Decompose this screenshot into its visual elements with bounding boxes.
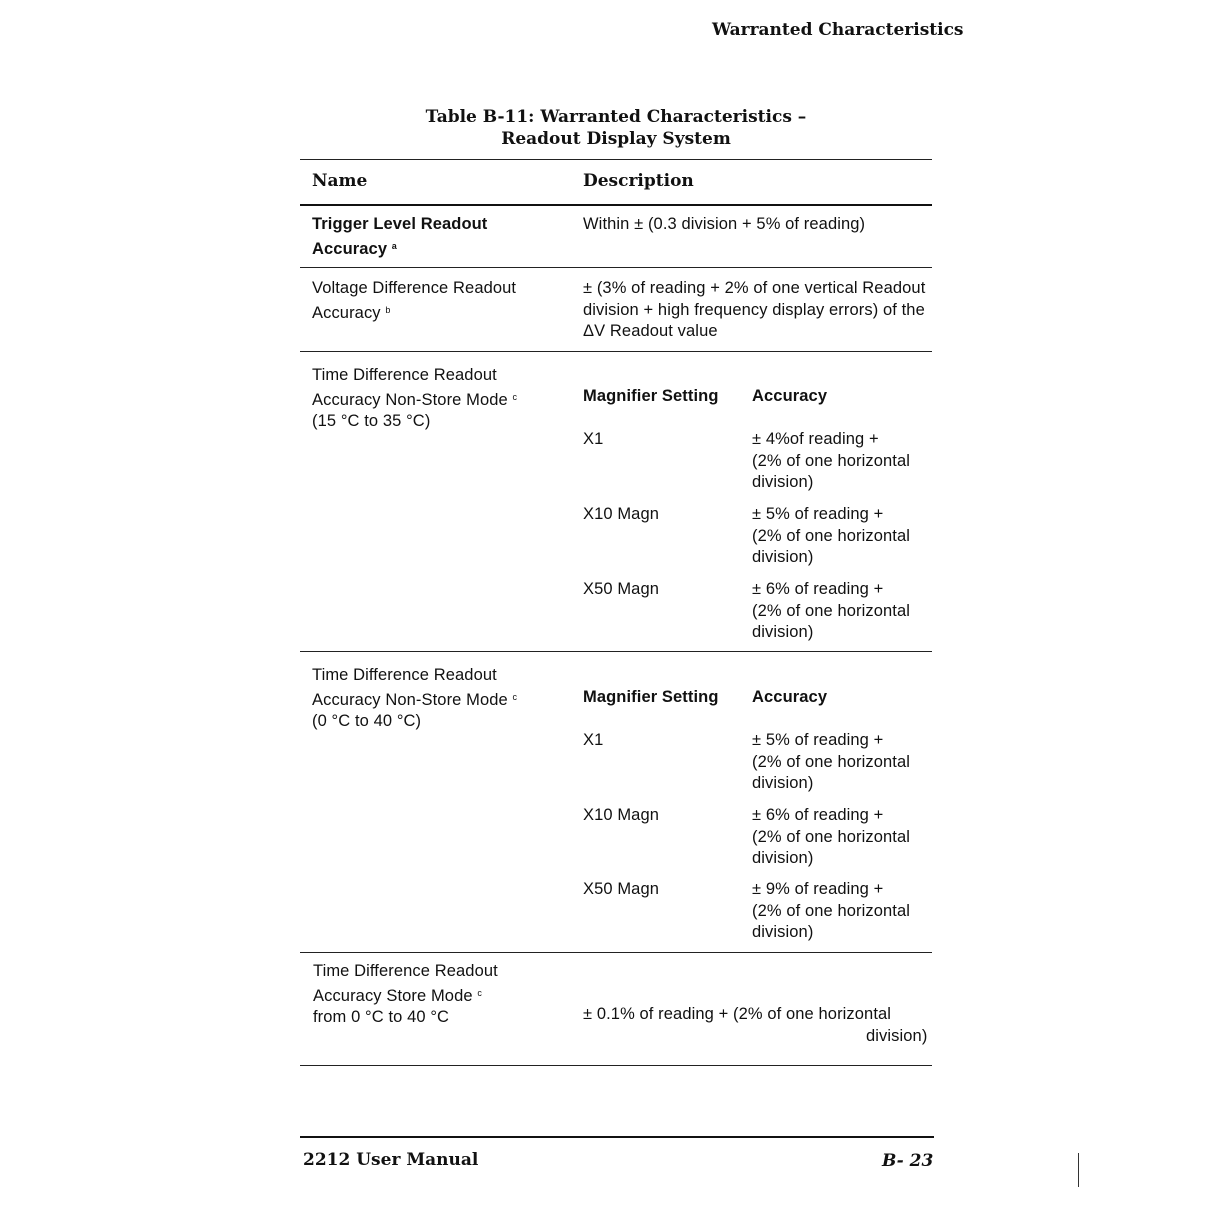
footnote-marker: c [512, 391, 518, 402]
row2-name-line1: Voltage Difference Readout [312, 279, 517, 297]
row3-accuracy: ± 4%of reading + (2% of one horizontal division) [752, 430, 911, 491]
row4-name: Time Difference Readout Accuracy Non-Store Mode $^c$ (0 °C to 40 °C) [312, 666, 518, 730]
row3-subheader-accuracy: Accuracy [752, 387, 828, 405]
row4-subheader-accuracy: Accuracy [752, 688, 828, 706]
row4-accuracy: ± 5% of reading + (2% of one horizontal division) [752, 731, 911, 792]
row5-description-line1: ± 0.1% of reading + (2% of one horizontal [583, 1005, 892, 1023]
row1-name-line2: Accuracy $^a$ [312, 239, 397, 258]
row5-name: Time Difference Readout Accuracy Store Mode $^c$ from 0 °C to 40 °C [313, 962, 498, 1026]
row2-description: ± (3% of reading + 2% of one vertical Readout division + high frequency display errors) of the ΔV Readout value [583, 279, 926, 340]
footer-page-number: B- 23 [882, 1151, 934, 1171]
row-divider [300, 952, 932, 953]
row1-description: Within ± (0.3 division + 5% of reading) [583, 215, 866, 233]
column-header-description: Description [583, 171, 694, 191]
row4-setting: X50 Magn [583, 880, 660, 898]
header-bottom-rule [300, 204, 932, 206]
caption-line-2: Readout Display System [501, 129, 731, 149]
row5-description-line2: division) [866, 1027, 928, 1045]
row4-accuracy: ± 6% of reading + (2% of one horizontal division) [752, 806, 911, 867]
row2-name-line2: Accuracy $^b$ [312, 303, 391, 322]
row1-name-line1: Trigger Level Readout [312, 215, 488, 233]
footnote-marker: b [385, 304, 391, 315]
row3-accuracy: ± 5% of reading + (2% of one horizontal division) [752, 505, 911, 566]
row3-name: Time Difference Readout Accuracy Non-Store Mode $^c$ (15 °C to 35 °C) [312, 366, 518, 430]
row4-subheader-setting: Magnifier Setting [583, 688, 719, 706]
row4-setting: X1 [583, 731, 604, 749]
table-caption [300, 106, 932, 150]
footer-rule [300, 1136, 934, 1138]
row4-setting: X10 Magn [583, 806, 660, 824]
footnote-marker: c [477, 987, 482, 998]
footer-manual-title: 2212 User Manual [303, 1150, 479, 1170]
footnote-marker: a [391, 240, 397, 251]
row-divider [300, 351, 932, 352]
running-head: Warranted Characteristics [712, 20, 964, 40]
row3-setting: X50 Magn [583, 580, 660, 598]
margin-mark [1078, 1153, 1079, 1187]
column-header-name: Name [312, 171, 368, 191]
row4-accuracy: ± 9% of reading + (2% of one horizontal division) [752, 880, 911, 941]
row-divider [300, 651, 932, 652]
row1-name [312, 214, 487, 260]
row3-setting: X10 Magn [583, 505, 660, 523]
row3-accuracy: ± 6% of reading + (2% of one horizontal division) [752, 580, 911, 641]
table-bottom-rule [300, 1065, 932, 1066]
row3-setting: X1 [583, 430, 604, 448]
footnote-marker: c [512, 691, 518, 702]
row2-name [312, 278, 516, 324]
row3-subheader-setting: Magnifier Setting [583, 387, 719, 405]
table-top-rule [300, 159, 932, 160]
caption-line-1: Table B-11: Warranted Characteristics – [425, 107, 807, 127]
row-divider [300, 267, 932, 268]
